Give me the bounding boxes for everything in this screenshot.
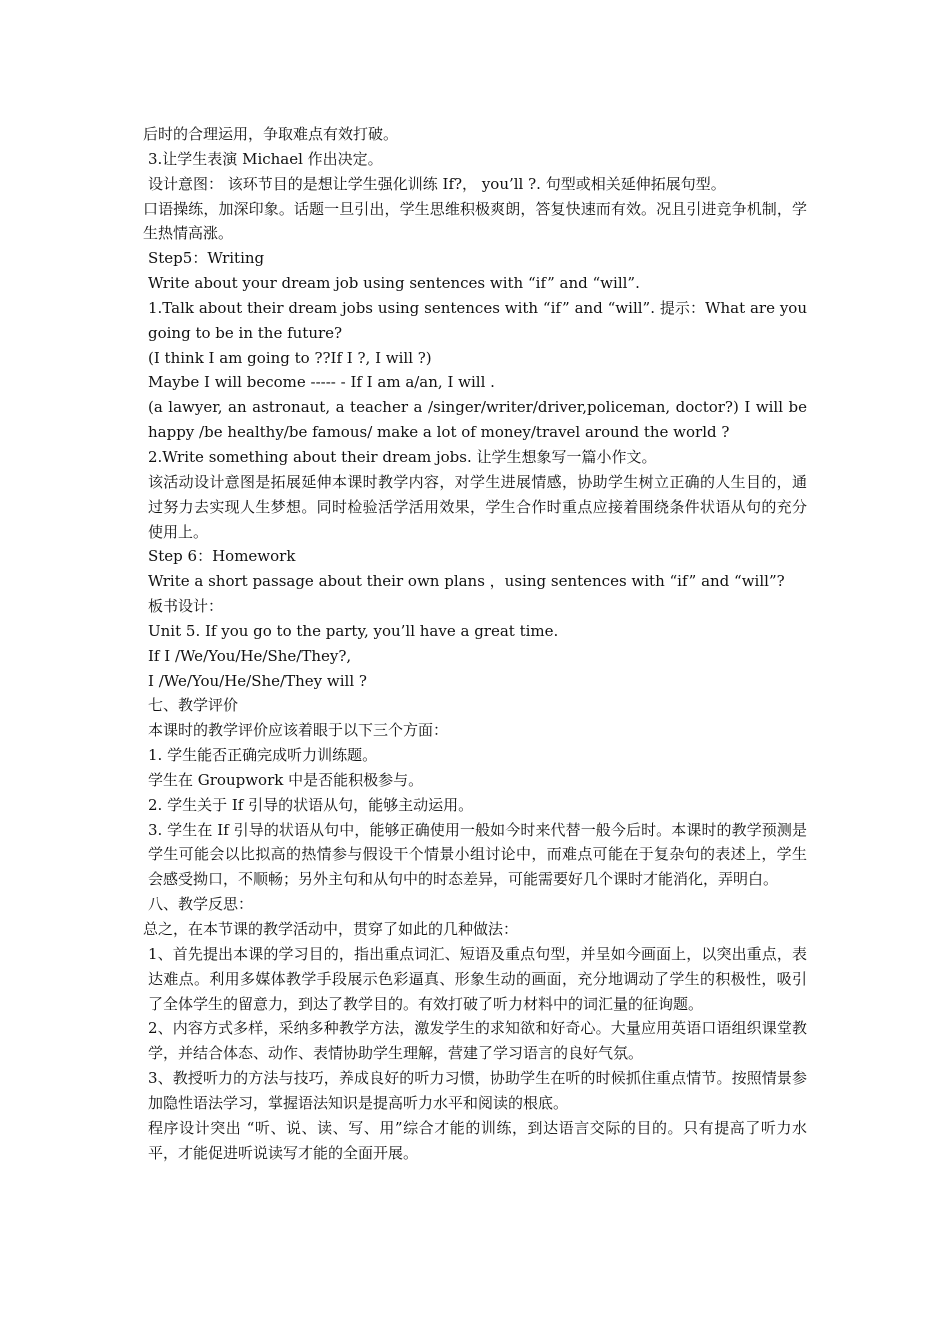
- paragraph-reflection-3: 3、教授听力的方法与技巧，养成良好的听力习惯，协助学生在听的时候抓住重点情节。按照情景参加隐性语法学习，掌握语法知识是提高听力水平和阅读的根底。: [148, 1069, 807, 1112]
- paragraph-reflection-intro: 总之，在本节课的教学活动中，贯穿了如此的几种做法：: [143, 920, 519, 938]
- paragraph-example-1: (I think I am going to ??If I ?, I will ?): [148, 348, 432, 367]
- paragraph-activity-intent: 该活动设计意图是拓展延伸本课时教学内容，对学生进展情感，协助学生树立正确的人生目的，通过努力去实现人生梦想。同时检验活学活用效果，学生合作时重点应接着围绕条件状语从句的充分使用上。: [148, 472, 807, 541]
- paragraph-evaluation-1: 1. 学生能否正确完成听力训练题。: [148, 746, 378, 765]
- paragraph-homework-task: Write a short passage about their own plans ，using sentences with “if” and “will”?: [148, 572, 785, 591]
- paragraph-reflection-4: 程序设计突出 “听、说、读、写、用”综合才能的训练，到达语言交际的目的。只有提高了听力水平，才能促进听说读写才能的全面开展。: [148, 1118, 807, 1162]
- document-page: [143, 122, 807, 1165]
- paragraph-board-will: I /We/You/He/She/They will ?: [148, 671, 367, 690]
- paragraph-evaluation-groupwork: 学生在 Groupwork 中是否能积极参与。: [148, 770, 424, 789]
- heading-step5-writing: Step5：Writing: [148, 249, 265, 268]
- paragraph-write-something: 2.Write something about their dream jobs. 让学生想象写一篇小作文。: [148, 447, 657, 466]
- paragraph-board-unit: Unit 5. If you go to the party, you’ll have a great time.: [148, 621, 559, 640]
- paragraph-evaluation-intro: 本课时的教学评价应该着眼于以下三个方面：: [148, 721, 449, 740]
- paragraph-example-2: Maybe I will become ----- - If I am a/an, I will .: [148, 373, 495, 392]
- paragraph-oral-practice: 口语操练，加深印象。话题一旦引出，学生思维积极爽朗，答复快速而有效。况且引进竞争机制，学生热情高涨。: [143, 199, 807, 243]
- paragraph-evaluation-3: 3. 学生在 If 引导的状语从句中，能够正确使用一般如今时来代替一般今后时。本课时的教学预测是学生可能会以比拟高的热情参与假设干个情景小组讨论中，而难点可能在于复杂句的表述上，学生会感受拗口，不顺畅；另外主句和从句中的时态差异，可能需要好几个课时才能消化，弄明白。: [148, 820, 807, 889]
- paragraph-talk-dream-jobs: 1.Talk about their dream jobs using sentences with “if” and “will”. 提示：What are you going to be in the future?: [148, 298, 807, 342]
- paragraph-example-3: (a lawyer, an astronaut, a teacher a /singer/writer/driver,policeman, doctor?) I will be happy /be healthy/be famous/ make a lot of money/travel around the world ?: [148, 398, 807, 442]
- heading-teaching-evaluation: 七、教学评价: [148, 696, 239, 715]
- paragraph-step-3: 3.让学生表演 Michael 作出决定。: [148, 149, 383, 168]
- heading-step6-homework: Step 6：Homework: [148, 547, 296, 566]
- paragraph-board-if: If I /We/You/He/She/They?,: [148, 646, 352, 665]
- paragraph-reflection-2: 2、内容方式多样，采纳多种教学方法，激发学生的求知欲和好奇心。大量应用英语口语组织课堂教学，并结合体态、动作、表情协助学生理解，营建了学习语言的良好气氛。: [148, 1019, 807, 1063]
- heading-teaching-reflection: 八、教学反思：: [148, 895, 254, 914]
- paragraph-design-intent: 设计意图： 该环节目的是想让学生强化训练 If?， you’ll ?. 句型或相关延伸拓展句型。: [148, 174, 726, 193]
- paragraph-continuation: 后时的合理运用，争取难点有效打破。: [143, 125, 399, 143]
- paragraph-reflection-1: 1、首先提出本课的学习目的，指出重点词汇、短语及重点句型，并呈如今画面上，以突出重点，表达难点。利用多媒体教学手段展示色彩逼真、形象生动的画面，充分地调动了学生的积极性，吸引了全体学生的留意力，到达了教学目的。有效打破了听力材料中的词汇量的征询题。: [148, 944, 807, 1013]
- paragraph-writing-task: Write about your dream job using sentences with “if” and “will”.: [148, 274, 640, 293]
- paragraph-evaluation-2: 2. 学生关于 If 引导的状语从句，能够主动运用。: [148, 795, 474, 814]
- heading-board-design: 板书设计：: [148, 597, 224, 616]
